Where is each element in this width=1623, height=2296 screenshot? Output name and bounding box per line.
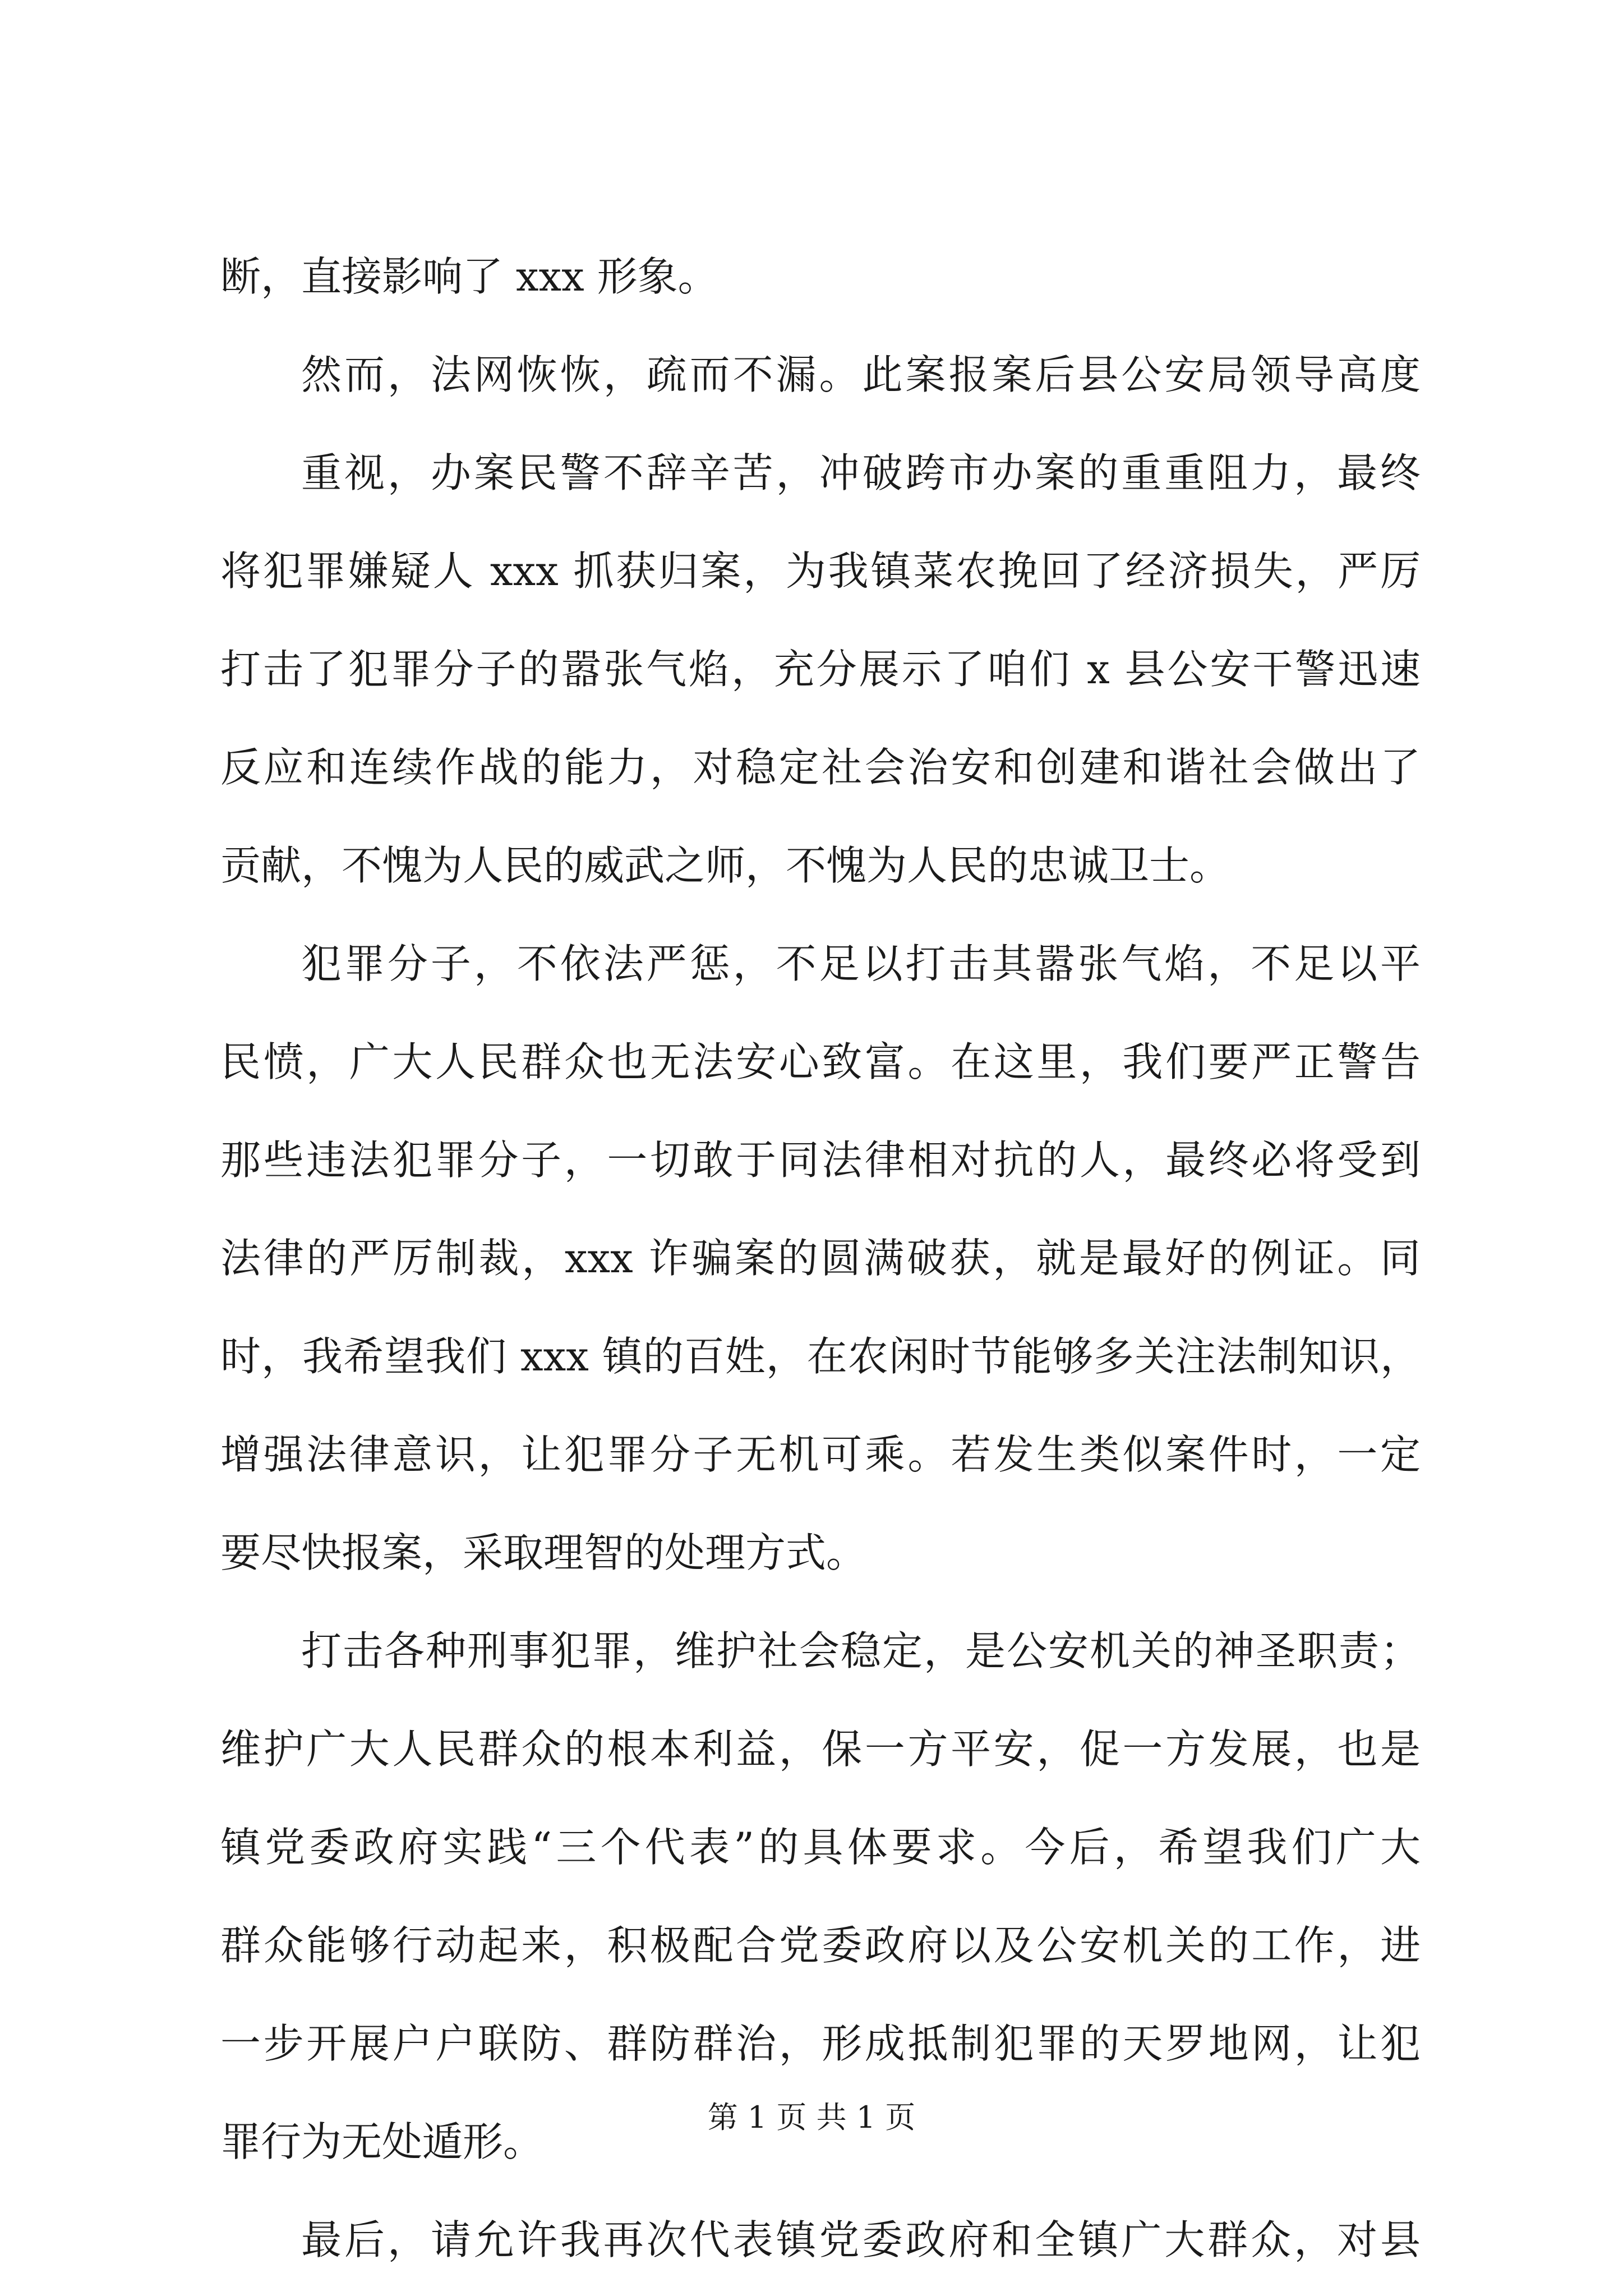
text-line: 一步开展户户联防、群防群治，形成抵制犯罪的天罗地网，让犯 — [220, 2020, 1421, 2067]
text-line: 要尽快报案，采取理智的处理方式。 — [220, 1529, 867, 1576]
paragraph-first-line: 然而，法网恢恢，疏而不漏。此案报案后县公安局领导高度 — [301, 351, 1421, 398]
document-body — [220, 228, 1421, 2289]
page-footer: 第 1 页 共 1 页 — [707, 2100, 916, 2135]
text-line: 贡献，不愧为人民的威武之师，不愧为人民的忠诚卫士。 — [220, 842, 1230, 889]
text-line: 那些违法犯罪分子，一切敢于同法律相对抗的人，最终必将受到 — [220, 1137, 1421, 1184]
paragraph-first-line: 最后，请允许我再次代表镇党委政府和全镇广大群众，对县 — [301, 2216, 1421, 2263]
text-line: 镇党委政府实践“三个代表”的具体要求。今后，希望我们广大 — [220, 1824, 1421, 1871]
text-line: 民愤，广大人民群众也无法安心致富。在这里，我们要严正警告 — [220, 1038, 1421, 1085]
text-line: 将犯罪嫌疑人 xxx 抓获归案，为我镇菜农挽回了经济损失，严厉 — [220, 547, 1421, 595]
text-line: 打击了犯罪分子的嚣张气焰，充分展示了咱们 x 县公安干警迅速 — [220, 646, 1421, 693]
paragraph-first-line: 打击各种刑事犯罪，维护社会稳定，是公安机关的神圣职责； — [301, 1627, 1421, 1674]
text-line: 增强法律意识，让犯罪分子无机可乘。若发生类似案件时，一定 — [220, 1431, 1421, 1478]
text-line: 罪行为无处遁形。 — [220, 2118, 544, 2165]
text-line: 时，我希望我们 xxx 镇的百姓，在农闲时节能够多关注法制知识， — [220, 1333, 1421, 1380]
text-line: 群众能够行动起来，积极配合党委政府以及公安机关的工作，进 — [220, 1922, 1421, 1969]
text-line: 反应和连续作战的能力，对稳定社会治安和创建和谐社会做出了 — [220, 744, 1421, 791]
text-line: 重视，办案民警不辞辛苦，冲破跨市办案的重重阻力，最终 — [301, 449, 1421, 496]
text-line: 维护广大人民群众的根本利益，保一方平安，促一方发展，也是 — [220, 1726, 1421, 1773]
text-line: 断，直接影响了 xxx 形象。 — [220, 253, 718, 300]
paragraph-first-line: 犯罪分子，不依法严惩，不足以打击其嚣张气焰，不足以平 — [301, 940, 1421, 987]
text-line: 法律的严厉制裁，xxx 诈骗案的圆满破获，就是最好的例证。同 — [220, 1235, 1421, 1282]
